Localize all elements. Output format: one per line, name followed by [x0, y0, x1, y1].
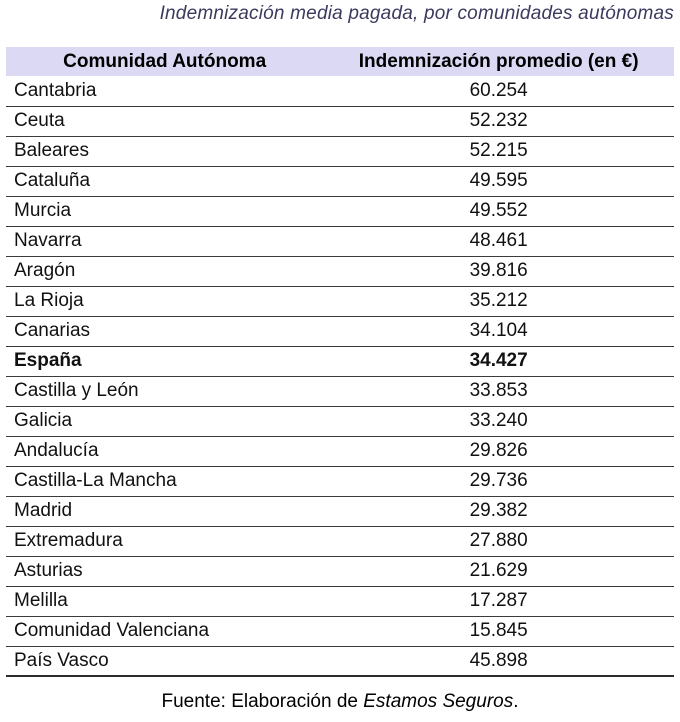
table-row: [6, 136, 674, 166]
source-name: Estamos Seguros: [363, 691, 514, 712]
amount-cell: 29.826: [323, 436, 674, 466]
amount-cell: 34.427: [323, 346, 674, 376]
table-row: [6, 496, 674, 526]
amount-cell: 34.104: [323, 316, 674, 346]
amount-cell: 48.461: [323, 226, 674, 256]
amount-cell: 29.382: [323, 496, 674, 526]
community-cell: País Vasco: [6, 646, 323, 676]
community-cell: Comunidad Valenciana: [6, 616, 323, 646]
amount-cell: 33.853: [323, 376, 674, 406]
table-row: [6, 526, 674, 556]
community-cell: Baleares: [6, 136, 323, 166]
table-row: [6, 316, 674, 346]
amount-cell: 39.816: [323, 256, 674, 286]
table-row: [6, 166, 674, 196]
community-cell: Ceuta: [6, 106, 323, 136]
community-cell: Extremadura: [6, 526, 323, 556]
community-cell: Canarias: [6, 316, 323, 346]
table-body: [6, 76, 674, 676]
table-row: [6, 286, 674, 316]
indemnizacion-table: [6, 47, 674, 677]
table-row: [6, 466, 674, 496]
column-header-comunidad: Comunidad Autónoma: [6, 47, 323, 76]
amount-cell: 45.898: [323, 646, 674, 676]
amount-cell: 15.845: [323, 616, 674, 646]
community-cell: Navarra: [6, 226, 323, 256]
amount-cell: 52.215: [323, 136, 674, 166]
community-cell: Castilla-La Mancha: [6, 466, 323, 496]
community-cell: Madrid: [6, 496, 323, 526]
table-row: [6, 406, 674, 436]
table-row: [6, 646, 674, 676]
table-row: [6, 556, 674, 586]
amount-cell: 60.254: [323, 76, 674, 106]
community-cell: Cataluña: [6, 166, 323, 196]
table-row: [6, 256, 674, 286]
table-header-row: [6, 47, 674, 76]
amount-cell: 29.736: [323, 466, 674, 496]
column-header-indemnizacion: Indemnización promedio (en €): [323, 47, 674, 76]
community-cell: Aragón: [6, 256, 323, 286]
table-row: [6, 616, 674, 646]
community-cell: La Rioja: [6, 286, 323, 316]
table-row: [6, 586, 674, 616]
table-row: [6, 346, 674, 376]
community-cell: Melilla: [6, 586, 323, 616]
table-row: [6, 376, 674, 406]
source-prefix: Fuente: Elaboración de: [161, 691, 364, 712]
community-cell: Asturias: [6, 556, 323, 586]
community-cell: Galicia: [6, 406, 323, 436]
amount-cell: 49.552: [323, 196, 674, 226]
amount-cell: 49.595: [323, 166, 674, 196]
amount-cell: 35.212: [323, 286, 674, 316]
community-cell: Castilla y León: [6, 376, 323, 406]
table-row: [6, 106, 674, 136]
community-cell: Murcia: [6, 196, 323, 226]
figure-title: Indemnización media pagada, por comunidades autónomas: [159, 3, 674, 24]
amount-cell: 17.287: [323, 586, 674, 616]
community-cell: Andalucía: [6, 436, 323, 466]
source-note: [0, 691, 680, 713]
community-cell: Cantabria: [6, 76, 323, 106]
source-suffix: .: [513, 691, 519, 712]
table-row: [6, 76, 674, 106]
community-cell: España: [6, 346, 323, 376]
table-row: [6, 196, 674, 226]
table-row: [6, 226, 674, 256]
amount-cell: 21.629: [323, 556, 674, 586]
amount-cell: 33.240: [323, 406, 674, 436]
amount-cell: 27.880: [323, 526, 674, 556]
amount-cell: 52.232: [323, 106, 674, 136]
table-row: [6, 436, 674, 466]
